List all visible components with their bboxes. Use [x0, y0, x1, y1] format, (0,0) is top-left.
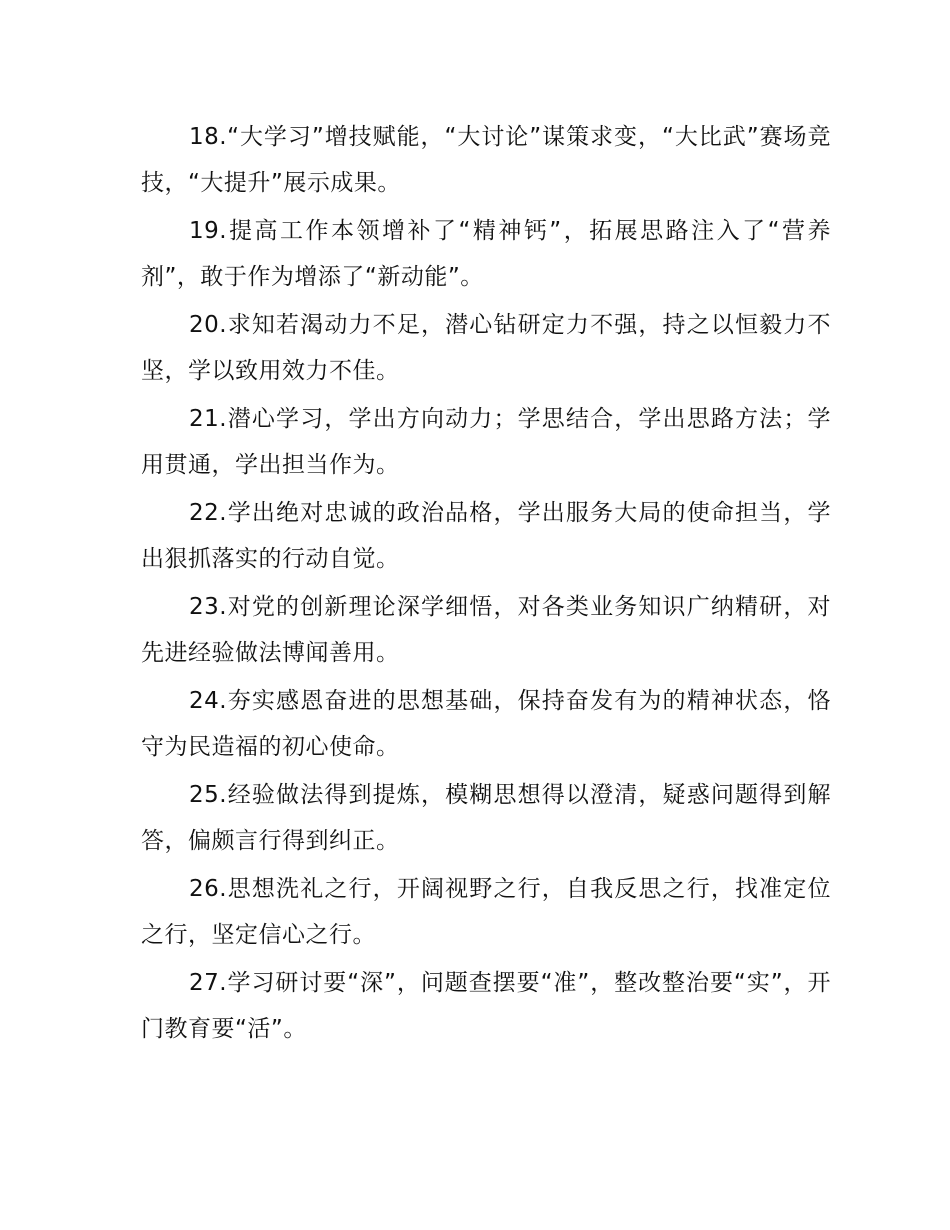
document-body	[141, 114, 831, 1054]
paragraph-27: 27.学习研讨要“深”，问题查摆要“准”，整改整治要“实”，开门教育要“活”。	[141, 970, 831, 1042]
paragraph-20: 20.求知若渴动力不足，潜心钻研定力不强，持之以恒毅力不坚，学以致用效力不佳。	[141, 312, 831, 384]
paragraph-24: 24.夯实感恩奋进的思想基础，保持奋发有为的精神状态，恪守为民造福的初心使命。	[141, 688, 831, 760]
paragraph-26: 26.思想洗礼之行，开阔视野之行，自我反思之行，找准定位之行，坚定信心之行。	[141, 876, 831, 948]
paragraph-18: 18.“大学习”增技赋能，“大讨论”谋策求变，“大比武”赛场竞技，“大提升”展示成果。	[141, 124, 831, 196]
paragraph-25: 25.经验做法得到提炼，模糊思想得以澄清，疑惑问题得到解答，偏颇言行得到纠正。	[141, 782, 831, 854]
paragraph-21: 21.潜心学习，学出方向动力；学思结合，学出思路方法；学用贯通，学出担当作为。	[141, 406, 831, 478]
paragraph-19: 19.提高工作本领增补了“精神钙”，拓展思路注入了“营养剂”，敢于作为增添了“新动能”。	[141, 218, 831, 290]
paragraph-23: 23.对党的创新理论深学细悟，对各类业务知识广纳精研，对先进经验做法博闻善用。	[141, 594, 831, 666]
paragraph-22: 22.学出绝对忠诚的政治品格，学出服务大局的使命担当，学出狠抓落实的行动自觉。	[141, 500, 831, 572]
